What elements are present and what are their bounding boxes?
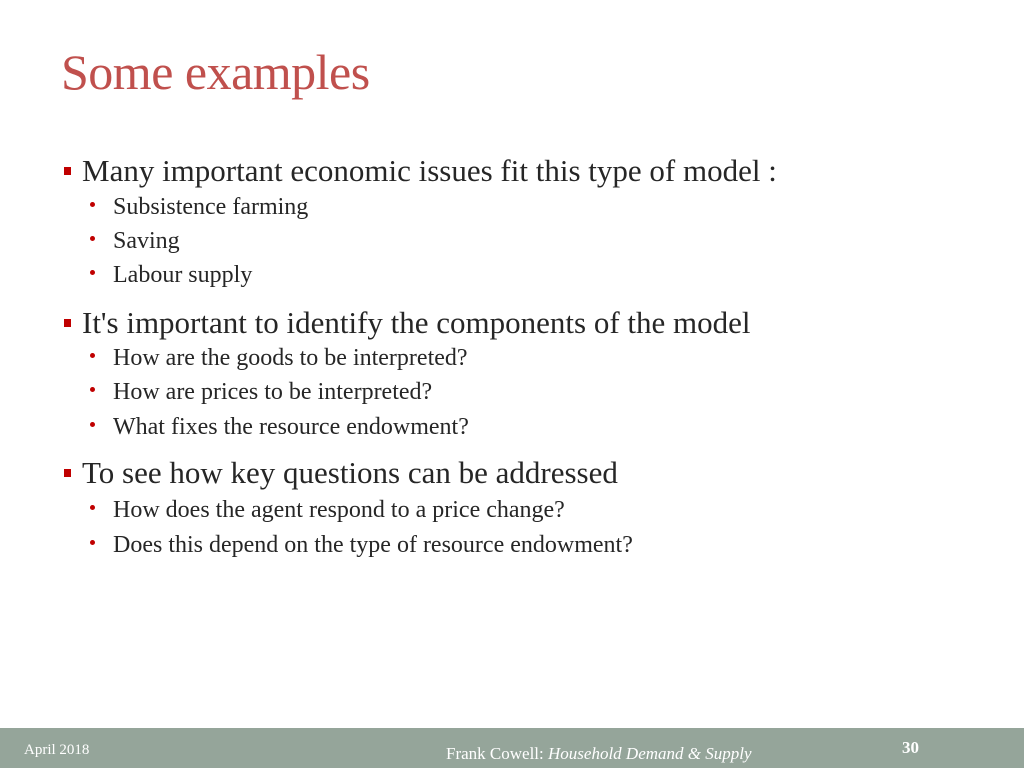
- sub-bullet-text: Labour supply: [113, 262, 253, 288]
- dot-bullet-icon: [90, 236, 95, 241]
- bullet-point-text: To see how key questions can be addressed: [82, 455, 618, 490]
- square-bullet-icon: [64, 319, 71, 327]
- dot-bullet-icon: [90, 540, 95, 545]
- bullet-point-text: It's important to identify the components of the model: [82, 305, 751, 340]
- sub-bullet-text: How are prices to be interpreted?: [113, 379, 433, 405]
- sub-bullet-text: How are the goods to be interpreted?: [113, 345, 468, 371]
- sub-bullet-text: Saving: [113, 228, 180, 254]
- sub-bullet-text: Subsistence farming: [113, 194, 309, 220]
- sub-bullet-text: Does this depend on the type of resource endowment?: [113, 532, 633, 558]
- dot-bullet-icon: [90, 202, 95, 207]
- page-number: 30: [902, 738, 919, 757]
- square-bullet-icon: [64, 469, 71, 477]
- dot-bullet-icon: [90, 353, 95, 358]
- footer-book-title: Household Demand & Supply: [548, 744, 752, 763]
- sub-bullet-text: How does the agent respond to a price change?: [113, 497, 565, 523]
- footer-credit: [446, 744, 752, 764]
- dot-bullet-icon: [90, 270, 95, 275]
- square-bullet-icon: [64, 167, 71, 175]
- slide-title: Some examples: [61, 44, 370, 100]
- footer-bar: [0, 728, 1024, 768]
- footer-date: April 2018: [24, 742, 90, 758]
- footer-author: Frank Cowell:: [446, 744, 544, 763]
- bullet-point-text: Many important economic issues fit this type of model :: [82, 153, 777, 188]
- dot-bullet-icon: [90, 505, 95, 510]
- dot-bullet-icon: [90, 387, 95, 392]
- dot-bullet-icon: [90, 422, 95, 427]
- sub-bullet-text: What fixes the resource endowment?: [113, 414, 469, 440]
